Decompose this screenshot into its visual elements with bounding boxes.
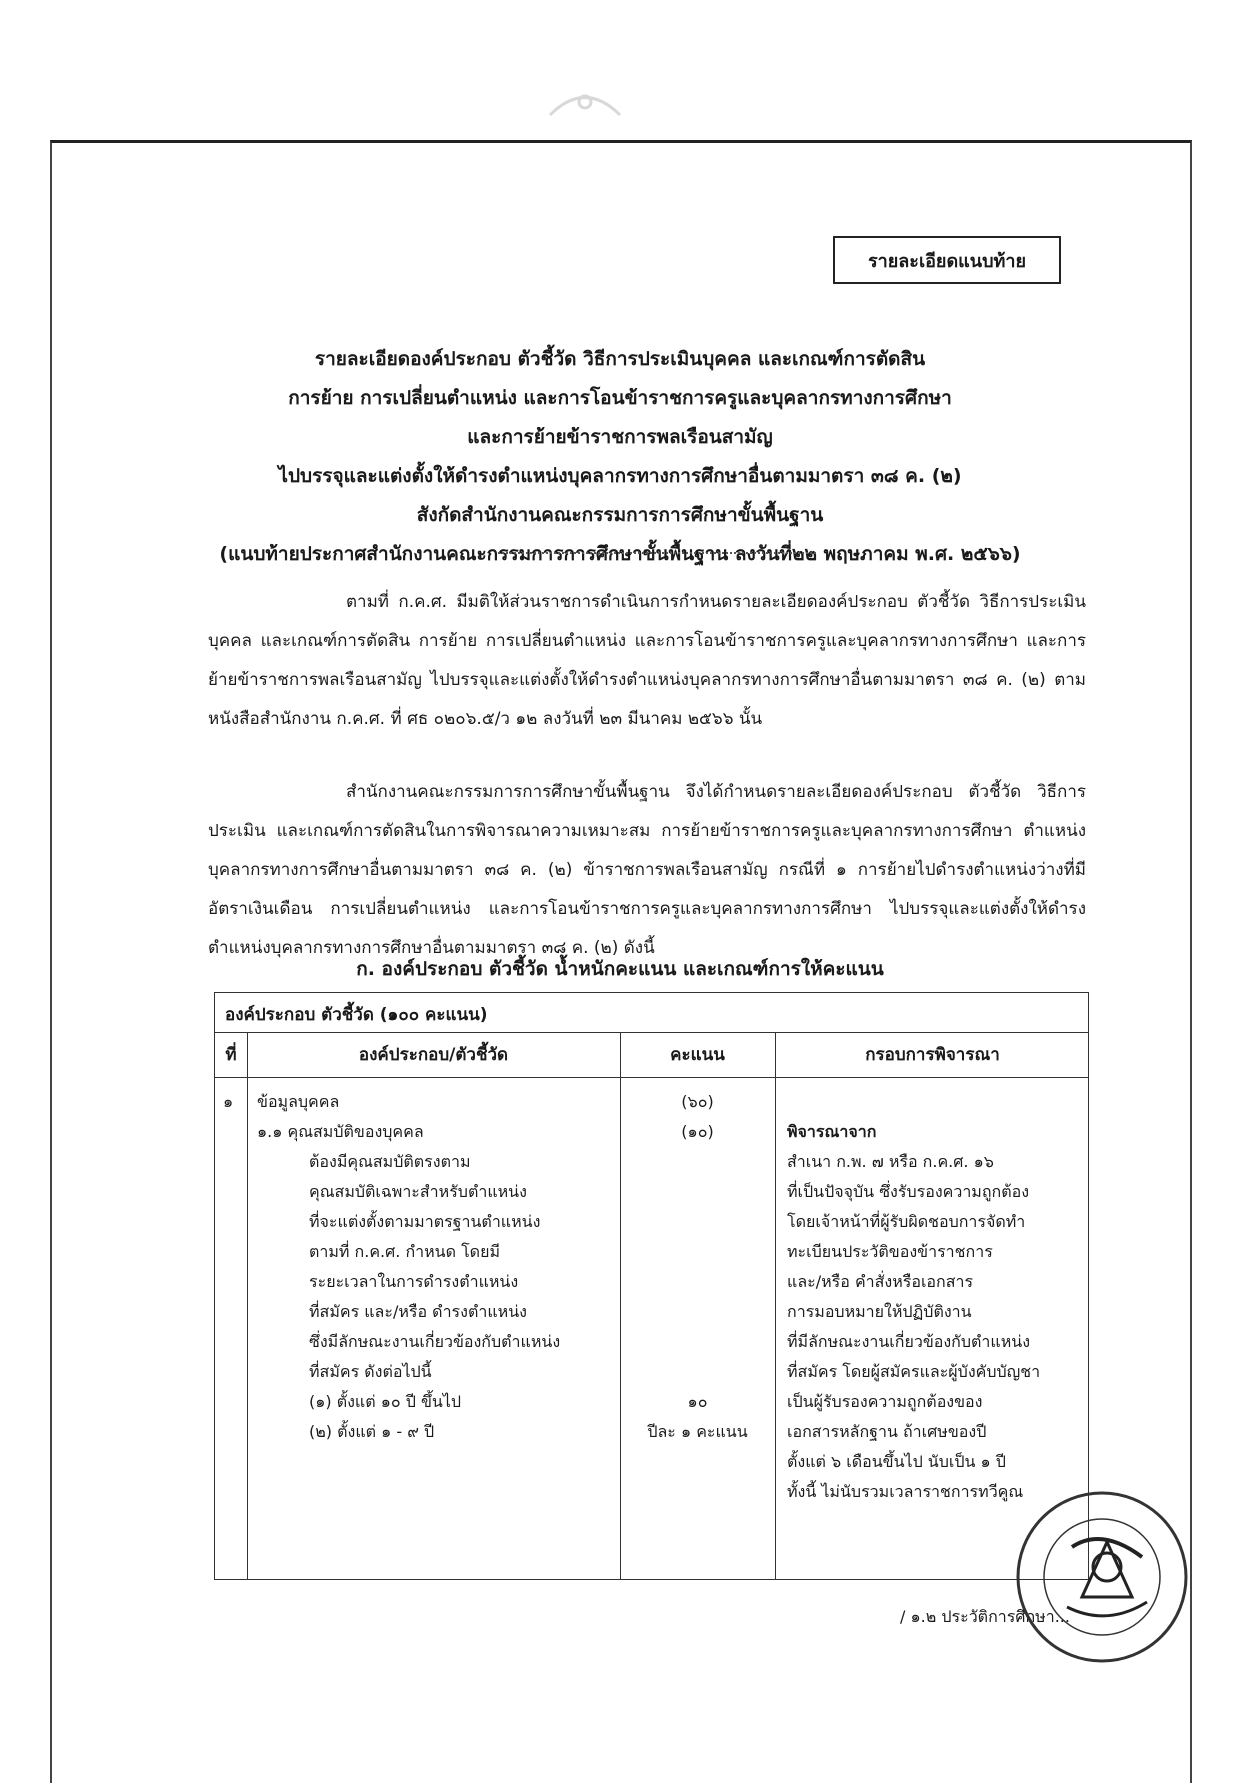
score-line — [620, 1267, 775, 1297]
score-line: ๑๐ — [687, 1392, 708, 1411]
indicator-line: ที่สมัคร ดังต่อไปนี้ — [309, 1362, 432, 1381]
score-line — [620, 1357, 775, 1387]
indicator-line: ต้องมีคุณสมบัติตรงตาม — [309, 1152, 471, 1171]
header-no: ที่ — [225, 1045, 237, 1065]
row-number: ๑ — [223, 1092, 234, 1111]
indicator-line: ซึ่งมีลักษณะงานเกี่ยวข้องกับตำแหน่ง — [309, 1332, 561, 1351]
criteria-line: ที่มีลักษณะงานเกี่ยวข้องกับตำแหน่ง — [787, 1332, 1031, 1351]
column-divider — [247, 1033, 248, 1579]
title-line-1: รายละเอียดองค์ประกอบ ตัวชี้วัด วิธีการประเมินบุคคล และเกณฑ์การตัดสิน — [314, 348, 926, 370]
title-line-3: และการย้ายข้าราชการพลเรือนสามัญ — [467, 426, 773, 448]
criteria-line: พิจารณาจาก — [787, 1122, 877, 1141]
score-line — [620, 1147, 775, 1177]
criteria-column — [787, 1087, 1087, 1507]
criteria-line: เป็นผู้รับรองความถูกต้องของ — [787, 1392, 983, 1411]
header-criteria: กรอบการพิจารณา — [865, 1045, 1000, 1065]
column-divider — [775, 1033, 776, 1579]
indicator-line: (๑) ตั้งแต่ ๑๐ ปี ขึ้นไป — [309, 1392, 462, 1411]
indicator-line: ๑.๑ คุณสมบัติของบุคคล — [257, 1122, 424, 1141]
score-line: ปีละ ๑ คะแนน — [647, 1422, 748, 1441]
criteria-line: ที่เป็นปัจจุบัน ซึ่งรับรองความถูกต้อง — [787, 1182, 1030, 1201]
title-line-5: สังกัดสำนักงานคณะกรรมการการศึกษาขั้นพื้นฐาน — [416, 504, 824, 526]
criteria-line: ทั้งนี้ ไม่นับรวมเวลาราชการทวีคูณ — [787, 1482, 1024, 1501]
score-line — [620, 1207, 775, 1237]
indicator-line: ระยะเวลาในการดำรงตำแหน่ง — [309, 1272, 519, 1291]
header-score: คะแนน — [670, 1045, 725, 1065]
criteria-table — [214, 992, 1089, 1580]
indicator-line: ตามที่ ก.ค.ศ. กำหนด โดยมี — [309, 1242, 500, 1261]
section-title: ก. องค์ประกอบ ตัวชี้วัด น้ำหนักคะแนน และเกณฑ์การให้คะแนน — [356, 958, 884, 980]
title-line-4: ไปบรรจุและแต่งตั้งให้ดำรงตำแหน่งบุคลากรทางการศึกษาอื่นตามมาตรา ๓๘ ค. (๒) — [278, 465, 962, 487]
body-paragraph-1 — [208, 583, 1086, 739]
indicator-line: ที่สมัคร และ/หรือ ดำรงตำแหน่ง — [309, 1302, 527, 1321]
criteria-line: สำเนา ก.พ. ๗ หรือ ก.ค.ศ. ๑๖ — [787, 1152, 994, 1171]
title-line-6: (แนบท้ายประกาศสำนักงานคณะกรรมการการศึกษาขั้นพื้นฐาน ลงวันที่๒๒ พฤษภาคม พ.ศ. ๒๕๖๖) — [219, 543, 1021, 565]
header-divider — [215, 1077, 1088, 1078]
criteria-line: โดยเจ้าหน้าที่ผู้รับผิดชอบการจัดทำ — [787, 1212, 1026, 1231]
score-line — [620, 1237, 775, 1267]
score-column — [620, 1087, 775, 1447]
score-line — [620, 1327, 775, 1357]
criteria-line: เอกสารหลักฐาน ถ้าเศษของปี — [787, 1422, 987, 1441]
official-seal-stamp — [1012, 1487, 1192, 1667]
title-line-2: การย้าย การเปลี่ยนตำแหน่ง และการโอนข้าราชการครูและบุคลากรทางการศึกษา — [288, 387, 952, 409]
score-line: (๑๐) — [681, 1122, 714, 1141]
indicator-line: ข้อมูลบุคคล — [257, 1092, 340, 1111]
dotted-divider — [498, 552, 816, 554]
paragraph-text: สำนักงานคณะกรรมการการศึกษาขั้นพื้นฐาน จึงได้กำหนดรายละเอียดองค์ประกอบ ตัวชี้วัด วิธีการประเมิน และเกณฑ์การตัดสินในการพิจารณาความเหมาะสม การย้ายข้าราชการครูและบุคลากรทางการศึกษา ตำแหน่งบุคลากรทางการศึกษาอื่นตามมาตรา ๓๘ ค. (๒) ข้าราชการพลเรือนสามัญ กรณีที่ ๑ การย้ายไปดำรงตำแหน่งว่างที่มีอัตราเงินเดือน การเปลี่ยนตำแหน่ง และการโอนข้าราชการครูและบุคลากรทางการศึกษา ไปบรรจุและแต่งตั้งให้ดำรงตำแหน่งบุคลากรทางการศึกษาอื่นตามมาตรา ๓๘ ค. (๒) ดังนี้ — [208, 782, 1086, 958]
faint-emblem-mark — [540, 80, 630, 120]
body-paragraph-2 — [208, 773, 1086, 968]
header-indicator: องค์ประกอบ/ตัวชี้วัด — [358, 1045, 509, 1065]
continuation-reference: / ๑.๒ ประวัติการศึกษา... — [900, 1607, 1070, 1626]
indicator-line: คุณสมบัติเฉพาะสำหรับตำแหน่ง — [309, 1182, 527, 1201]
criteria-line — [787, 1087, 1087, 1117]
paragraph-text: ตามที่ ก.ค.ศ. มีมติให้ส่วนราชการดำเนินการกำหนดรายละเอียดองค์ประกอบ ตัวชี้วัด วิธีการประเมินบุคคล และเกณฑ์การตัดสิน การย้าย การเปลี่ยนตำแหน่ง และการโอนข้าราชการครูและบุคลากรทางการศึกษา และการย้ายข้าราชการพลเรือนสามัญ ไปบรรจุและแต่งตั้งให้ดำรงตำแหน่งบุคลากรทางการศึกษาอื่นตามมาตรา ๓๘ ค. (๒) ตามหนังสือสำนักงาน ก.ค.ศ. ที่ ศธ ๐๒๐๖.๕/ว ๑๒ ลงวันที่ ๒๓ มีนาคม ๒๕๖๖ นั้น — [208, 592, 1086, 729]
criteria-line: ที่สมัคร โดยผู้สมัครและผู้บังคับบัญชา — [787, 1362, 1041, 1381]
document-title-block — [150, 340, 1090, 574]
indicator-column — [257, 1087, 617, 1447]
score-line: (๖๐) — [681, 1092, 714, 1111]
score-line — [620, 1297, 775, 1327]
score-line — [620, 1177, 775, 1207]
attachment-label-box: รายละเอียดแนบท้าย — [833, 236, 1061, 284]
criteria-line: และ/หรือ คำสั่งหรือเอกสาร — [787, 1272, 974, 1291]
indicator-line: (๒) ตั้งแต่ ๑ - ๙ ปี — [309, 1422, 435, 1441]
criteria-line: ตั้งแต่ ๖ เดือนขึ้นไป นับเป็น ๑ ปี — [787, 1452, 1006, 1471]
criteria-line: การมอบหมายให้ปฏิบัติงาน — [787, 1302, 972, 1321]
criteria-line: ทะเบียนประวัติของข้าราชการ — [787, 1242, 993, 1261]
indicator-line: ที่จะแต่งตั้งตามมาตรฐานตำแหน่ง — [309, 1212, 541, 1231]
table-caption: องค์ประกอบ ตัวชี้วัด (๑๐๐ คะแนน) — [215, 993, 1088, 1033]
